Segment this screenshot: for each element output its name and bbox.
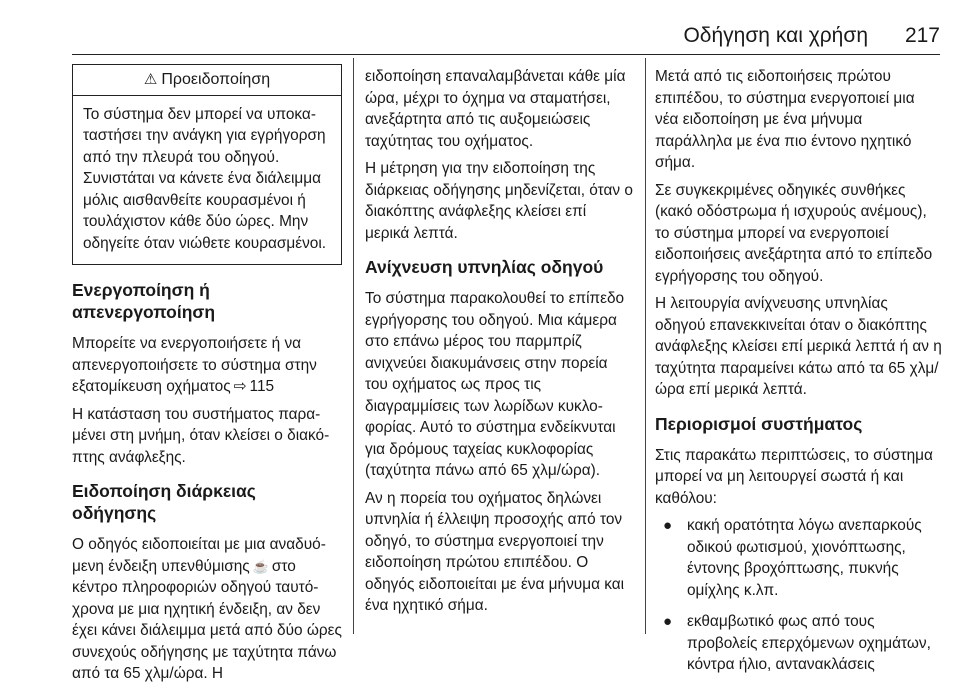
bullet-icon: ● bbox=[663, 517, 673, 534]
coffee-cup-icon: ☕ bbox=[252, 558, 269, 574]
column-2 bbox=[365, 58, 633, 632]
drowsy-paragraph-2: Αν η πορεία του οχήματος δηλώνει υπνηλία ή έλλειψη προσοχής από τον οδηγό, το σύστημα ενεργοποιεί την ειδοποίηση πρώτου επιπέδου. Ο οδηγός ειδοποιείται με ένα μήνυμα και ένα ηχητικό σήμα. bbox=[365, 489, 625, 614]
duration-text-a: Ο οδηγός ειδοποιείται με μια αναδυόμενη ένδειξη υπενθύμισης bbox=[72, 536, 326, 575]
warning-title: Προειδοποίηση bbox=[161, 71, 271, 88]
warning-header bbox=[73, 65, 341, 96]
list-item bbox=[655, 611, 942, 676]
column-3 bbox=[655, 58, 942, 673]
duration-paragraph-2: ειδοποίηση επαναλαμβάνεται κάθε μία ώρα, μέχρι το όχημα να σταματήσει, ανεξάρτητα από τις αυξομειώσεις ταχύτητας του οχήματος. bbox=[365, 68, 626, 150]
activate-paragraph-2: Η κατάσταση του συστήματος παραμένει στη μνήμη, όταν κλείσει ο διακόπτης ανάφλεξης. bbox=[72, 405, 330, 466]
heading-system-limits: Περιορισμοί συστήματος bbox=[655, 413, 863, 434]
warning-box bbox=[72, 64, 342, 265]
activate-paragraph-1 bbox=[72, 333, 342, 398]
heading-driving-duration: Ειδοποίηση διάρκειας οδήγησης bbox=[72, 481, 256, 523]
column-divider-2 bbox=[645, 58, 646, 634]
page-header-title: Οδήγηση και χρήση bbox=[683, 24, 868, 47]
limits-intro: Στις παρακάτω περιπτώσεις, το σύστημα μπορεί να μη λειτουργεί σωστά ή και καθόλου: bbox=[655, 446, 933, 507]
column-1 bbox=[72, 58, 342, 682]
warning-triangle-icon: ⚠ bbox=[143, 71, 158, 88]
heading-activate: Ενεργοποίηση ή απενεργοποίηση bbox=[72, 280, 216, 322]
drowsy-paragraph-4: Σε συγκεκριμένες οδηγικές συνθήκες (κακό οδόστρωμα ή ισχυρούς ανέμους), το σύστημα μπορεί να ενεργοποιεί ειδοποιήσεις ανεξάρτητα από το επίπεδο εγρήγορσης του οδηγού. bbox=[655, 181, 933, 285]
column-divider-1 bbox=[353, 58, 354, 634]
activate-text: Μπορείτε να ενεργοποιήσετε ή να απενεργοποιήσετε το σύστημα στην εξατομίκευση οχήματος bbox=[72, 335, 317, 395]
warning-text: Το σύστημα δεν μπορεί να υποκαταστήσει την ανάγκη για εγρήγορση από την πλευρά του οδηγού. Συνιστάται να κάνετε ένα διάλειμμα μόλις αισθανθείτε κουρασμένοι ή τουλάχιστον κάθε δύο ώρες. Μην οδηγείτε όταν νιώθετε κουρασμένοι. bbox=[83, 105, 327, 252]
page-reference-arrow-icon: ⇨ bbox=[233, 378, 247, 395]
duration-paragraph-3: Η μέτρηση για την ειδοποίηση της διάρκειας οδήγησης μηδενίζεται, όταν ο διακόπτης ανάφλεξης κλείσει επί μερικά λεπτά. bbox=[365, 160, 633, 242]
drowsy-paragraph-5: Η λειτουργία ανίχνευσης υπνηλίας οδηγού επανεκκινείται όταν ο διακόπτης ανάφλεξης κλείσει επί μερικά λεπτά ή αν η ταχύτητα παραμείνει κάτω από τα 65 χλμ/ώρα επί μερικά λεπτά. bbox=[655, 295, 942, 398]
drowsy-paragraph-3: Μετά από τις ειδοποιήσεις πρώτου επιπέδου, το σύστημα ενεργοποιεί μια νέα ειδοποίηση με ένα μήνυμα παράλληλα με ένα πιο έντονο ηχητικό σήμα. bbox=[655, 68, 915, 171]
duration-text-b: στο κέντρο πληροφοριών οδηγού ταυτόχρονα με μια ηχητική ένδειξη, αν δεν έχει κάνει διάλειμμα μετά από δύο ώρες συνεχούς οδήγησης με ταχύτητα πάνω από τα 65 χλμ/ώρα. Η bbox=[72, 557, 342, 682]
drowsy-paragraph-1: Το σύστημα παρακολουθεί το επίπεδο εγρήγορσης του οδηγού. Μια κάμερα στο επάνω μέρος του παρμπρίζ ανιχνεύει διακυμάνσεις στην πορεία του οχήματος ως προς τις διαγραμμίσεις των λωρίδων κυκλοφορίας. Αυτό το σύστημα ενδείκνυται για δρόμους ταχείας κυκλοφορίας (ταχύτητα πάνω από 65 χλμ/ώρα). bbox=[365, 290, 625, 479]
list-item-text: κακή ορατότητα λόγω ανεπαρκούς οδικού φωτισμού, χιονόπτωσης, έντονης βροχόπτωσης, πυκνής ομίχλης κ.λπ. bbox=[687, 517, 922, 599]
heading-drowsiness: Ανίχνευση υπνηλίας οδηγού bbox=[365, 257, 604, 277]
list-item-text: εκθαμβωτικό φως από τους προβολείς επερχόμενων οχημάτων, κόντρα ήλιο, αντανακλάσεις bbox=[687, 613, 931, 673]
page-header bbox=[0, 0, 960, 62]
duration-paragraph-1 bbox=[72, 534, 342, 685]
page-reference[interactable]: 115 bbox=[249, 378, 275, 395]
list-item bbox=[655, 515, 942, 601]
header-divider bbox=[72, 54, 940, 55]
bullet-icon: ● bbox=[663, 613, 673, 630]
page-number: 217 bbox=[904, 24, 940, 47]
